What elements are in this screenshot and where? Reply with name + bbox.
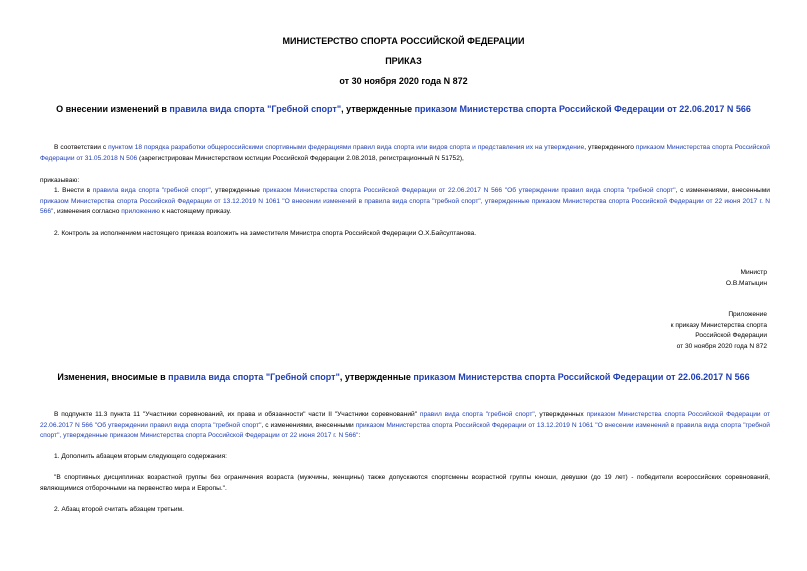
item-1-paragraph xyxy=(40,186,770,218)
changes-text: В подпункте 11.3 пункта 11 "Участники соревнований, их права и обязанности" части II "Участники соревнований" xyxy=(54,411,420,418)
changes-link-rules[interactable]: правил вида спорта "гребной спорт" xyxy=(419,411,535,418)
order-word: приказываю: xyxy=(40,177,80,184)
appendix-line: Российской Федерации xyxy=(695,332,767,340)
document-title xyxy=(0,104,807,114)
appendix-label: Приложение xyxy=(728,311,767,318)
title-link-order[interactable]: приказом Министерства спорта Российской Федерации от 22.06.2017 N 566 xyxy=(414,104,751,114)
item-text: , утвержденные xyxy=(210,187,263,194)
changes-link-order-1061[interactable]: приказом Министерства спорта Российской Федерации от 13.12.2019 N 1061 "О внесении изменений в правила вида спорта "гребной спорт", утвержденные приказом Министерства спорта Российской Федерации от 22 июня 2017 г. N 566" xyxy=(40,421,770,440)
title-text: , утвержденные xyxy=(341,104,415,114)
preamble-text: (зарегистрирован Министерством юстиции Российской Федерации 2.08.2018, регистрационный N 51752), xyxy=(137,154,464,162)
changes-text: : xyxy=(358,432,361,440)
item-text: , изменения согласно xyxy=(53,208,122,216)
changes-title-link-order[interactable]: приказом Министерства спорта Российской Федерации от 22.06.2017 N 566 xyxy=(413,372,750,382)
signature-position: Министр xyxy=(740,269,767,276)
item-text: 1. Внести в xyxy=(54,187,93,194)
preamble-link-order-506[interactable]: приказом Министерства спорта Российской Федерации от 31.05.2018 N 506 xyxy=(40,144,770,162)
changes-text: , с изменениями, внесенными xyxy=(261,421,356,429)
ministry-heading: МИНИСТЕРСТВО СПОРТА РОССИЙСКОЙ ФЕДЕРАЦИИ xyxy=(282,36,525,46)
item1-link-order-566[interactable]: приказом Министерства спорта Российской Федерации от 22.06.2017 N 566 "Об утверждении правил вида спорта "гребной спорт" xyxy=(262,187,676,194)
changes-link-order-566[interactable]: приказом Министерства спорта Российской Федерации от 22.06.2017 N 566 "Об утверждении правил вида спорта "гребной спорт" xyxy=(40,411,770,429)
changes-title-link-rules[interactable]: правила вида спорта "Гребной спорт" xyxy=(168,372,340,382)
preamble-text: В соответствии с xyxy=(54,144,109,151)
preamble-paragraph xyxy=(40,143,770,164)
appendix-line: к приказу Министерства спорта xyxy=(670,321,767,329)
changes-title-text: Изменения, вносимые в xyxy=(57,372,169,382)
preamble-link-procedure[interactable]: пунктом 18 порядка разработки общероссийскими спортивными федерациями правил вида спорта или видов спорта и представления их на утверждение xyxy=(108,144,585,151)
changes-text: , утвержденных xyxy=(534,411,587,418)
title-text: О внесении изменений в xyxy=(56,104,170,114)
item1-link-appendix[interactable]: приложению xyxy=(121,208,160,216)
item-text: к настоящему приказу. xyxy=(160,208,232,216)
quote-paragraph: "В спортивных дисциплинах возрастной группы без ограничения возраста (мужчины, женщины) также допускаются спортсмены возрастной группы юноши, девушки (до 19 лет) - победители всероссийских соревнований, являющимися отборочными на первенство мира и Европы.". xyxy=(40,474,770,492)
change-2-paragraph: 2. Абзац второй считать абзацем третьим. xyxy=(54,506,184,513)
document-type: ПРИКАЗ xyxy=(385,56,422,66)
document-date: от 30 ноября 2020 года N 872 xyxy=(339,76,468,86)
appendix-line: от 30 ноября 2020 года N 872 xyxy=(676,342,767,350)
preamble-text: , утвержденного xyxy=(584,144,636,151)
signature-block xyxy=(726,268,767,289)
changes-title xyxy=(0,372,807,382)
changes-title-text: , утвержденные xyxy=(339,372,414,382)
item1-link-order-1061[interactable]: приказом Министерства спорта Российской Федерации от 13.12.2019 N 1061 "О внесении изменений в правила вида спорта "гребной спорт", утвержденные приказом Министерства спорта Российской Федерации от 22 июня 2017 г. N 566" xyxy=(40,197,770,216)
item-2-paragraph: 2. Контроль за исполнением настоящего приказа возложить на заместителя Министра спорта Российской Федерации О.Х.Байсултанова. xyxy=(54,230,477,237)
appendix-block xyxy=(671,310,767,352)
item1-link-rules[interactable]: правила вида спорта "гребной спорт" xyxy=(92,187,211,194)
changes-intro-paragraph xyxy=(40,410,770,442)
item-text: , с изменениями, внесенными xyxy=(675,187,770,194)
change-1-paragraph: 1. Дополнить абзацем вторым следующего содержания: xyxy=(54,453,227,460)
title-link-rules[interactable]: правила вида спорта "Гребной спорт" xyxy=(169,104,342,114)
signature-name: О.В.Матыцин xyxy=(725,279,767,287)
